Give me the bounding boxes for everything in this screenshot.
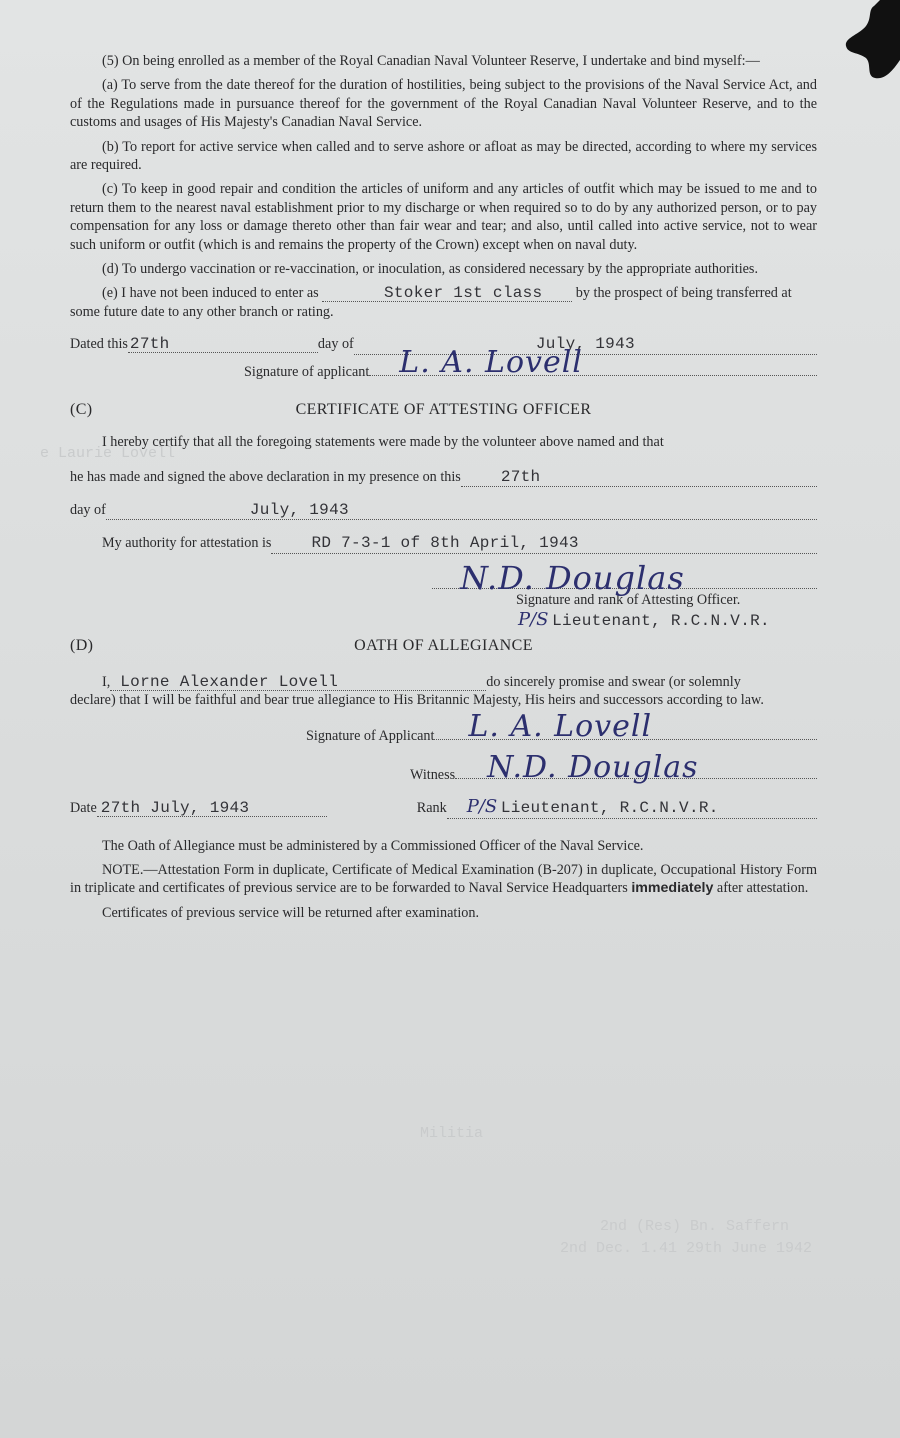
oath-administered-note: The Oath of Allegiance must be administered by a Commissioned Officer of the Naval Service.	[102, 837, 644, 854]
clause-5-text: (5) On being enrolled as a member of the Royal Canadian Naval Volunteer Reserve, I undertake and bind myself:—	[102, 53, 760, 69]
clause-c-text: (c) To keep in good repair and condition the articles of uniform and any articles of outfit which may be issued to me and to return them to the nearest naval establishment prior to my discharge or when required so to do by any authorized person, or to pay compensation for any loss or damage thereto other than fair wear and tear; and also, until called into active service, not to wear such uniform or outfit (which is and remains the property of the Crown) except when on naval duty.	[70, 181, 817, 253]
oath-signature-label: Signature of Applicant	[306, 728, 435, 745]
certificate-line-2-text: he has made and signed the above declaration in my presence on this	[70, 468, 461, 485]
oath-date-field: 27th July, 1943	[97, 800, 327, 817]
note-end-text: after attestation.	[716, 880, 809, 897]
officer-rank	[70, 611, 817, 630]
note-bold-word: immediately	[631, 880, 714, 897]
clause-a-text: (a) To serve from the date thereof for the duration of hostilities, being subject to the provisions of the Naval Service Act, and of the Regulations made in pursuance thereof for the government of the Royal Canadian Naval Volunteer Reserve, and to the customs and usages of His Majesty's Canadian Naval Service.	[70, 77, 817, 131]
authority-row	[70, 534, 817, 553]
oath-rank-prefix: P/S	[466, 796, 498, 818]
section-d-heading	[70, 637, 817, 659]
clause-d-text: (d) To undergo vaccination or re-vaccination, or inoculation, as considered necessary by the appropriate authorities.	[102, 261, 758, 278]
authority-field: RD 7-3-1 of 8th April, 1943	[271, 534, 817, 553]
signature-of-applicant-label: Signature of applicant	[244, 363, 370, 380]
certificate-line-2	[70, 468, 817, 487]
dated-of-label: day of	[317, 336, 354, 353]
clause-e	[70, 284, 817, 321]
bleed-through-text: 2nd (Res) Bn. Saffern	[600, 1218, 790, 1235]
oath-text: declare) that I will be faithful and bear true allegiance to His Britannic Majesty, His heirs and successors according to law.	[70, 691, 764, 708]
officer-signature: N.D. Douglas	[460, 558, 685, 597]
applicant-signature: L. A. Lovell	[399, 344, 583, 380]
oath-date-label: Date	[70, 800, 97, 817]
section-c-heading	[70, 401, 817, 423]
officer-signature-row	[70, 558, 817, 597]
date-rank-row	[70, 798, 817, 818]
certificate-line-1	[70, 433, 817, 451]
oath-promise-text: do sincerely promise and swear (or solemnly	[486, 673, 741, 690]
witness-row	[70, 749, 817, 785]
certificate-line-1-text: I hereby certify that all the foregoing statements were made by the volunteer above named and that	[102, 434, 664, 451]
note-text: NOTE.—Attestation Form in duplicate, Certificate of Medical Examination (B-207) in duplicate, Occupational History Form in triplicate and certificates of previous service are to be forwarded to Naval Service Headquarters	[70, 861, 817, 897]
section-d-letter: (D)	[70, 636, 94, 654]
oath-rank-label: Rank	[416, 800, 447, 817]
officer-signature-label: Signature and rank of Attesting Officer.	[516, 591, 741, 608]
witness-signature-line	[455, 749, 817, 785]
witness-label: Witness	[410, 766, 456, 783]
oath-applicant-signature-row	[70, 709, 817, 745]
rating-field: Stoker 1st class	[322, 285, 572, 302]
officer-rank-text: Lieutenant, R.C.N.V.R.	[552, 612, 770, 631]
clause-d	[70, 260, 817, 278]
bleed-through-text: 2nd Dec. 1.41 29th June 1942	[560, 1240, 813, 1257]
certificates-returned-note: Certificates of previous service will be returned after examination.	[102, 904, 480, 921]
bleed-through-text: Militia	[420, 1125, 484, 1142]
officer-rank-prefix: P/S	[518, 609, 549, 631]
oath-i-label: I,	[102, 673, 111, 690]
clause-e-suffix: by the prospect of being transferred at some future date to any other branch or rating.	[70, 285, 792, 320]
clause-5	[70, 52, 817, 70]
dated-month-field: July, 1943	[354, 335, 817, 354]
clause-a	[70, 76, 817, 131]
clause-b	[70, 138, 817, 175]
oath-name-row	[70, 673, 817, 691]
note-paragraph	[70, 861, 817, 898]
oath-signature-line	[434, 709, 817, 745]
certificate-month-field: July, 1943	[106, 501, 817, 520]
certificate-day-of-label: day of	[70, 501, 106, 518]
dated-day-field: 27th	[128, 336, 318, 353]
oath-rank-field	[447, 798, 817, 818]
oath-name-field: Lorne Alexander Lovell	[110, 674, 486, 691]
section-d-title: OATH OF ALLEGIANCE	[354, 636, 533, 654]
clause-b-text: (b) To report for active service when called and to serve ashore or afloat as may be directed, according to where my services are required.	[70, 138, 817, 174]
dated-label: Dated this	[70, 336, 128, 353]
certificate-line-3	[70, 501, 817, 520]
clause-e-prefix: (e) I have not been induced to enter as	[102, 285, 319, 302]
witness-signature: N.D. Douglas	[487, 749, 699, 785]
attestation-form-body	[70, 52, 817, 922]
bleed-through-text: e Laurie Lovell	[40, 445, 176, 462]
officer-signature-line	[432, 558, 817, 597]
section-c-title: CERTIFICATE OF ATTESTING OFFICER	[295, 401, 592, 419]
clause-c	[70, 180, 817, 254]
oath-applicant-signature: L. A. Lovell	[468, 709, 653, 745]
certificate-date-field: 27th	[461, 468, 817, 487]
authority-label: My authority for attestation is	[102, 535, 272, 552]
section-c-letter: (C)	[70, 401, 93, 419]
oath-rank-text: Lieutenant, R.C.N.V.R.	[500, 799, 719, 818]
